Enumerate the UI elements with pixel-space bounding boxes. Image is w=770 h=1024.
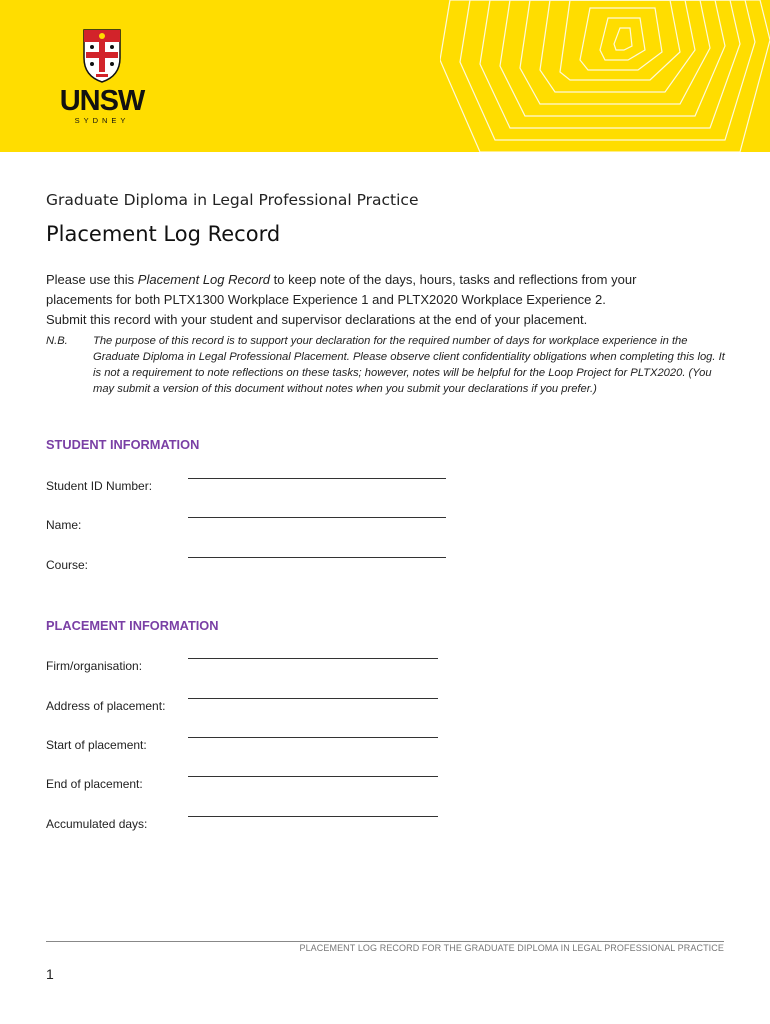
intro-text-post: to keep note of the days, hours, tasks and reflections from your [270,272,637,287]
student-id-label: Student ID Number: [46,479,153,493]
placement-section-heading: PLACEMENT INFORMATION [46,618,219,633]
student-name-field[interactable] [188,517,446,518]
unsw-logo [52,28,152,128]
document-title: Placement Log Record [46,222,281,246]
header-banner [0,0,770,152]
intro-line-3: Submit this record with your student and supervisor declarations at the end of your placement. [46,312,588,327]
geometric-pattern-decoration [440,0,770,152]
footer-text: PLACEMENT LOG RECORD FOR THE GRADUATE DIPLOMA IN LEGAL PROFESSIONAL PRACTICE [299,943,724,953]
start-field[interactable] [188,737,438,738]
intro-paragraph [46,270,726,330]
nb-label: N.B. [46,335,68,347]
firm-label: Firm/organisation: [46,659,143,673]
program-title: Graduate Diploma in Legal Professional Practice [46,191,419,209]
intro-line-1 [46,270,726,290]
accumulated-days-field[interactable] [188,816,438,817]
firm-field[interactable] [188,658,438,659]
end-label: End of placement: [46,777,143,791]
intro-text-italic: Placement Log Record [137,272,271,287]
footer-divider [46,941,724,942]
course-field[interactable] [188,557,446,558]
address-label: Address of placement: [46,699,166,713]
student-name-label: Name: [46,518,82,532]
student-section-heading: STUDENT INFORMATION [46,437,200,452]
course-label: Course: [46,558,89,572]
unsw-sydney-label: SYDNEY [74,116,130,125]
nb-text: The purpose of this record is to support your declaration for the required number of days for workplace experience in the Graduate Diploma in Legal Professional Placement. Please observe client confidentiality obligations when completing this log. It is not a requirement to note reflections on these tasks; however, notes will be helpful for the Loop Project for PLTX2020. (You may submit a version of this document without notes when you submit your declarations if you prefer.) [93,335,725,395]
unsw-wordmark: UNSW [59,85,145,117]
intro-line-2: placements for both PLTX1300 Workplace Experience 1 and PLTX2020 Workplace Experience 2. [46,292,606,307]
intro-text-pre: Please use this [46,272,138,287]
student-id-field[interactable] [188,478,446,479]
end-field[interactable] [188,776,438,777]
page-number: 1 [46,966,54,982]
unsw-crest-icon [82,28,122,84]
start-label: Start of placement: [46,738,147,752]
accumulated-days-label: Accumulated days: [46,817,148,831]
address-field[interactable] [188,698,438,699]
